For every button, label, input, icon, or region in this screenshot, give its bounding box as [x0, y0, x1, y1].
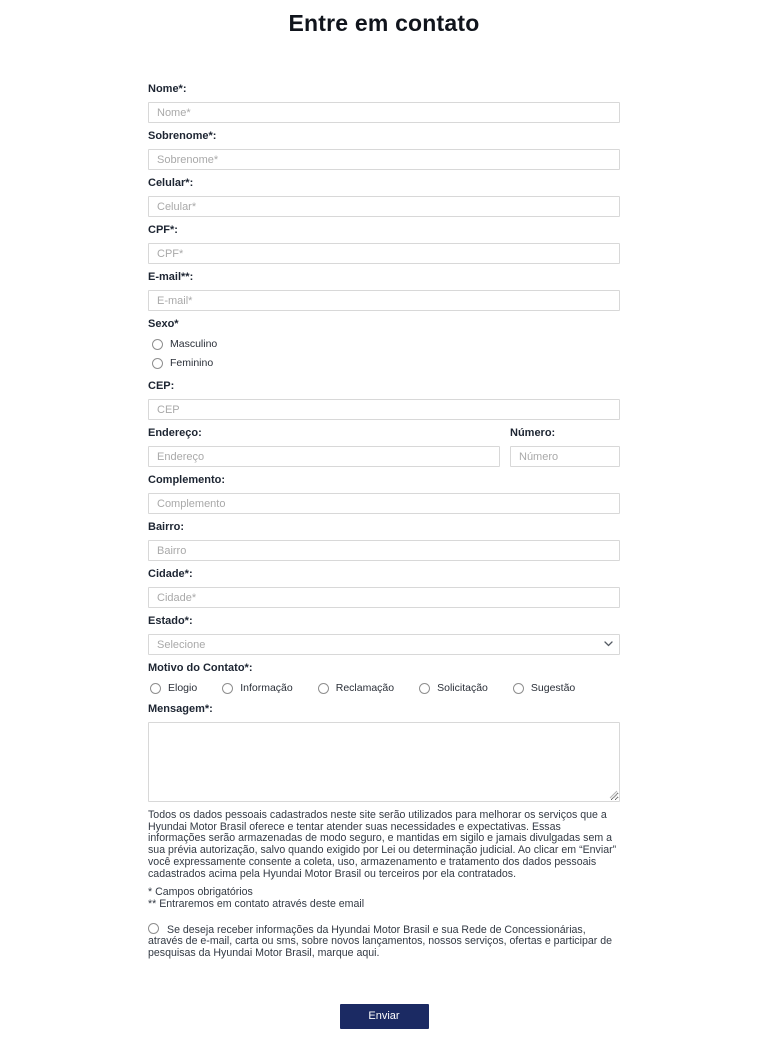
sexo-options — [148, 337, 620, 371]
motivo-options — [148, 681, 620, 696]
mensagem-label: Mensagem*: — [148, 703, 213, 715]
celular-input[interactable] — [148, 196, 620, 217]
sobrenome-label: Sobrenome*: — [148, 130, 217, 142]
masculino-label: Masculino — [170, 338, 218, 350]
reclamacao-label: Reclamação — [335, 682, 395, 694]
reclamacao-radio[interactable] — [318, 683, 329, 694]
cpf-label: CPF*: — [148, 224, 178, 236]
field-cidade — [148, 568, 620, 608]
endereco-input[interactable] — [148, 446, 500, 467]
cpf-input[interactable] — [148, 243, 620, 264]
celular-label: Celular*: — [148, 177, 194, 189]
field-email — [148, 271, 620, 311]
resize-handle-icon[interactable] — [609, 790, 618, 799]
cep-input[interactable] — [148, 399, 620, 420]
newsletter-text: Se deseja receber informações da Hyundai Motor Brasil e sua Rede de Concessionárias, através de e-mail, carta ou sms, sobre novos lançamentos, nossos serviços, ofertas e participar de pesquisas da Hyundai Motor Brasil, marque aqui. — [148, 923, 612, 960]
field-sexo — [148, 318, 620, 371]
field-mensagem — [148, 703, 620, 802]
mensagem-textarea-wrap — [148, 722, 620, 802]
sexo-option-masculino[interactable] — [148, 337, 620, 352]
field-sobrenome — [148, 130, 620, 170]
cidade-input[interactable] — [148, 587, 620, 608]
solicitacao-label: Solicitação — [437, 682, 488, 694]
nome-label: Nome*: — [148, 83, 187, 95]
submit-button[interactable]: Enviar — [340, 1004, 429, 1029]
field-endereco — [148, 427, 500, 467]
sexo-option-feminino[interactable] — [148, 356, 620, 371]
elogio-radio[interactable] — [150, 683, 161, 694]
field-complemento — [148, 474, 620, 514]
motivo-option-solicitacao[interactable] — [417, 681, 488, 696]
form-container — [148, 9, 620, 1029]
elogio-label: Elogio — [168, 682, 198, 694]
bairro-input[interactable] — [148, 540, 620, 561]
estado-select-wrap — [148, 634, 620, 655]
complemento-label: Complemento: — [148, 474, 225, 486]
solicitacao-radio[interactable] — [419, 683, 430, 694]
motivo-option-sugestao[interactable] — [511, 681, 575, 696]
field-bairro — [148, 521, 620, 561]
sexo-label: Sexo* — [148, 318, 179, 330]
complemento-input[interactable] — [148, 493, 620, 514]
field-motivo — [148, 662, 620, 696]
field-nome — [148, 83, 620, 123]
motivo-label: Motivo do Contato*: — [148, 662, 253, 674]
field-celular — [148, 177, 620, 217]
field-estado — [148, 615, 620, 655]
feminino-label: Feminino — [170, 357, 214, 369]
sugestao-label: Sugestão — [530, 682, 576, 694]
page-title: Entre em contato — [288, 10, 480, 36]
sugestao-radio[interactable] — [513, 683, 524, 694]
numero-input[interactable] — [510, 446, 620, 467]
motivo-option-informacao[interactable] — [220, 681, 293, 696]
field-numero — [510, 427, 620, 467]
address-row — [148, 427, 620, 474]
mensagem-textarea[interactable] — [148, 722, 620, 802]
estado-label: Estado*: — [148, 615, 193, 627]
cep-label: CEP: — [148, 380, 175, 392]
informacao-label: Informação — [240, 682, 293, 694]
motivo-option-elogio[interactable] — [148, 681, 197, 696]
newsletter-radio[interactable] — [148, 923, 159, 934]
nome-input[interactable] — [148, 102, 620, 123]
privacy-notice: Todos os dados pessoais cadastrados neste site serão utilizados para melhorar os serviços que a Hyundai Motor Brasil oferece e tentar atender suas necessidades e expectativas. Essas informações serão armazenadas de modo seguro, e mantidas em sigilo e jamais divulgadas sem a sua prévia autorização, salvo quando exigido por Lei ou determinação judicial. Ao clicar em “Enviar” você expressamente consente a coleta, uso, armazenamento e tratamento dos dados pessoais cadastrados acima pela Hyundai Motor Brasil ou terceiros por ela contratados. — [148, 809, 617, 880]
footnotes — [148, 887, 620, 910]
contact-form — [148, 83, 620, 1029]
email-input[interactable] — [148, 290, 620, 311]
masculino-radio[interactable] — [152, 339, 163, 350]
email-label: E-mail**: — [148, 271, 194, 283]
sobrenome-input[interactable] — [148, 149, 620, 170]
informacao-radio[interactable] — [222, 683, 233, 694]
estado-select[interactable] — [148, 634, 620, 655]
footnote-email: ** Entraremos em contato através deste email — [148, 897, 365, 910]
field-cpf — [148, 224, 620, 264]
bairro-label: Bairro: — [148, 521, 185, 533]
endereco-label: Endereço: — [148, 427, 202, 439]
footnote-required: * Campos obrigatórios — [148, 886, 253, 899]
motivo-option-reclamacao[interactable] — [316, 681, 394, 696]
cidade-label: Cidade*: — [148, 568, 193, 580]
numero-label: Número: — [510, 427, 556, 439]
field-cep — [148, 380, 620, 420]
feminino-radio[interactable] — [152, 358, 163, 369]
newsletter-optin[interactable] — [148, 925, 620, 960]
